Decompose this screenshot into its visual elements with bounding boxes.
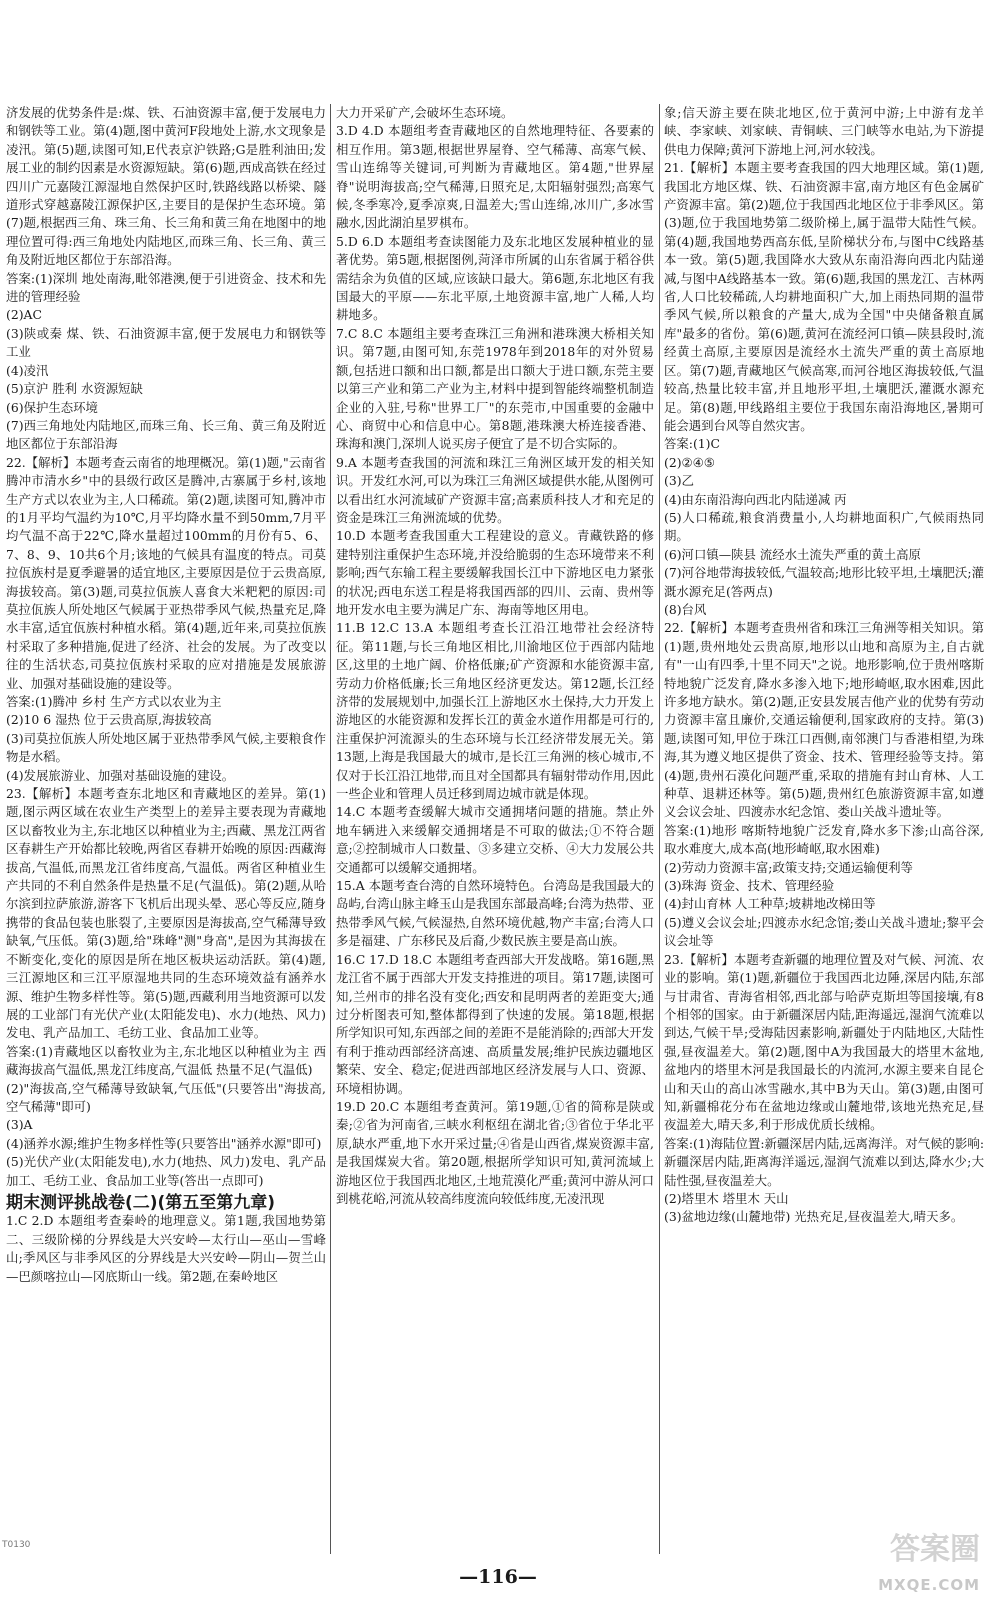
question-analysis: 5.D 6.D 本题组考查读图能力及东北地区发展种植业的显著优势。第5题,根据图例,菏泽市所属的山东省属于稻谷供需结余为负值的区域,应该缺口最大。第6题,东北地区有我国最大的平原——东北平原,土地资源丰富,地广人稀,人均耕地多。 (336, 233, 654, 323)
answer-line: (6)河口镇—陕县 流经水土流失严重的黄土高原 (664, 546, 921, 562)
answer-line: (4)封山育林 人工种草;坡耕地改梯田等 (664, 896, 876, 912)
column-divider (659, 104, 660, 1554)
answer-line: 答案:(1)海陆位置:新疆深居内陆,远离海洋。对气候的影响:新疆深居内陆,距离海洋遥远,湿润气流难以到达,降水少;大陆性强,昼夜温差大。 (664, 1135, 984, 1188)
watermark-url: MXQE.COM (878, 1576, 980, 1594)
column-right (664, 104, 984, 1564)
answer-line: 答案:(1)青藏地区以畜牧业为主,东北地区以种植业为主 西藏海拔高气温低,黑龙江纬度高,气温低 热量不足(气温低) (6, 1043, 326, 1078)
answer-line: (6)保护生态环境 (6, 399, 98, 415)
question-analysis: 7.C 8.C 本题组主要考查珠江三角洲和港珠澳大桥相关知识。第7题,由图可知,东莞1978年到2018年的对外贸易额,包括进口额和出口额,都是出口额大于进口额,东莞主要以第三产业和第二产业为主,材料中提到智能终端整机制造企业的入驻,号称"世界工厂"的东莞市,中国重要的金融中心、商贸中心和信息中心。第8题,港珠澳大桥连接香港、珠海和澳门,深圳人说买房子便宜了是不切合实际的。 (336, 325, 654, 452)
question-analysis: 22.【解析】本题考查贵州省和珠江三角洲等相关知识。第(1)题,贵州地处云贵高原,地形以山地和高原为主,自古就有"一山有四季,十里不同天"之说。地形影响,位于贵州喀斯特地貌广泛发育,降水多渗入地下;地形崎岖,取水困难,因此许多地方缺水。第(2)题,正安县发展吉他产业的优势有劳动力资源丰富且廉价,交通运输便利,国家政府的支持。第(3)题,读图可知,甲位于珠江口西侧,南邻澳门与香港相望,为珠海,其为遵义地区提供了资金、技术、管理经验等支持。第(4)题,贵州石漠化问题严重,采取的措施有封山育林、人工种草、退耕还林等。第(5)题,贵州红色旅游资源丰富,如遵义会议会址、四渡赤水纪念馆、娄山关战斗遗址等。 (664, 620, 984, 820)
answer-line: (8)台风 (664, 601, 707, 617)
question-analysis: 10.D 本题考查我国重大工程建设的意义。青藏铁路的修建特别注重保护生态环境,并没给脆弱的生态环境带来不利影响;西气东输工程主要缓解我国长江中下游地区电力紧张的状况;西电东送工程是将我国西部的四川、云南、贵州等地开发水电主要为满足广东、海南等地区用电。 (336, 528, 654, 617)
question-analysis: 1.C 2.D 本题组考查秦岭的地理意义。第1题,我国地势第二、三级阶梯的分界线是大兴安岭—太行山—巫山—雪峰山;季风区与非季风区的分界线是大兴安岭—阴山—贺兰山—巴颜喀拉山—冈底斯山一线。第2题,在秦岭地区 (6, 1213, 326, 1284)
answer-line: (2)AC (6, 307, 42, 323)
answer-line: 答案:(1)C (664, 436, 720, 452)
column-middle (336, 104, 654, 1564)
question-analysis: 23.【解析】本题考查新疆的地理位置及对气候、河流、农业的影响。第(1)题,新疆位于我国西北边陲,深居内陆,东部与甘肃省、青海省相邻,西北部与哈萨克斯坦等国接壤,有8个相邻的国家。由于新疆深居内陆,距海遥远,湿润气流难以到达,气候干旱;受海陆因素影响,新疆处于内陆地区,大陆性强,昼夜温差大。第(2)题,图中A为我国最大的塔里木盆地,盆地内的塔里木河是我国最长的内流河,水源主要来自昆仑山和天山的高山冰雪融水,其中B为天山。第(3)题,由图可知,新疆棉花分布在盆地边缘或山麓地带,该地光热充足,昼夜温差大,晴天多,利于形成优质长绒棉。 (664, 951, 984, 1133)
answer-line: (4)凌汛 (6, 362, 49, 378)
paragraph: 济发展的优势条件是:煤、铁、石油资源丰富,便于发展电力和钢铁等工业。第(4)题,图中黄河F段地处上游,水文现象是凌汛。第(5)题,读图可知,E代表京沪铁路;G是胜利油田;发展工业的制约因素是水资源短缺。第(6)题,西成高铁在经过四川广元嘉陵江源湿地自然保护区时,铁路线路以桥梁、隧道形式穿越嘉陵江源保护区,主要目的是保护生态环境。第(7)题,根据西三角、珠三角、长三角和黄三角在地图中的地理位置可得:西三角地处内陆地区,而珠三角、长三角、黄三角及附近地区都位于东部沿海。 (6, 105, 326, 268)
paragraph: 象;信天游主要在陕北地区,位于黄河中游;上中游有龙羊峡、李家峡、刘家峡、青铜峡、三门峡等水电站,为下游提供电力保障;黄河下游地上河,河水较浅。 (664, 105, 984, 157)
answer-line: (5)人口稀疏,粮食消费量小,人均耕地面积广,气候雨热同期。 (664, 509, 984, 544)
question-analysis: 21.【解析】本题主要考查我国的四大地理区域。第(1)题,我国北方地区煤、铁、石油资源丰富,南方地区有色金属矿产资源丰富。第(2)题,位于我国西北地区位于非季风区。第(3)题,位于我国地势第二级阶梯上,属于温带大陆性气候。第(4)题,我国地势西高东低,呈阶梯状分布,与图中C线路基本一致。第(5)题,我国降水大致从东南沿海向西北内陆递减,与图中A线路基本一致。第(6)题,我国的黑龙江、吉林两省,人口比较稀疏,人均耕地面积广大,加上雨热同期的温带季风气候,所以粮食的产量大,成为全国"中央储备粮直属库"最多的省份。第(6)题,黄河在流经河口镇—陕县段时,流经黄土高原,主要原因是流经水土流失严重的黄土高原地区。第(7)题,青藏地区气候高寒,而河谷地区海拔较低,气温较高,热量比较丰富,并且地形平坦,土壤肥沃,灌溉水源充足。第(8)题,甲线路组主要位于我国东南沿海地区,暑期可能会遇到台风等自然灾害。 (664, 160, 984, 433)
question-analysis: 23.【解析】本题考查东北地区和青藏地区的差异。第(1)题,图示两区域在农业生产类型上的差异主要表现为青藏地区以畜牧业为主,东北地区以种植业为主;西藏、黑龙江两省区春耕生产开始都比较晚,两省区春耕开始晚的原因:西藏海拔高,气温低,而黑龙江省纬度高,气温低。两省区种植业生产共同的不利自然条件是热量不足(气温低)。第(2)题,从哈尔滨到拉萨旅游,游客下飞机后出现头晕、恶心等反应,随身携带的食品包装也胀裂了,主要原因是海拔高,空气稀薄导致缺氧,气压低。第(3)题,给"珠峰"测"身高",是因为其海拔在不断变化,变化的原因是所在地区板块运动活跃。第(4)题,三江源地区和三江平原湿地共同的生态环境效益有涵养水源、维护生物多样性等。第(5)题,西藏利用当地资源可以发展的工业部门有光伏产业(太阳能发电)、水力(地热、风力)发电、乳产品加工、毛纺工业、食品加工业等。 (6, 786, 326, 1041)
paragraph: 大力开采矿产,会破坏生态环境。 (336, 105, 514, 120)
column-divider (330, 104, 331, 1554)
column-left (6, 104, 326, 1564)
answer-line: (3)盆地边缘(山麓地带) 光热充足,昼夜温差大,晴天多。 (664, 1209, 964, 1225)
answer-line: (4)发展旅游业、加强对基础设施的建设。 (6, 767, 235, 783)
answer-line: (5)遵义会议会址;四渡赤水纪念馆;娄山关战斗遗址;黎平会议会址等 (664, 914, 984, 949)
answer-line: (2)②④⑤ (664, 454, 715, 470)
watermark-logo-icon: 答案圈 (890, 1532, 980, 1567)
question-analysis: 22.【解析】本题考查云南省的地理概况。第(1)题,"云南省腾冲市清水乡"中的县级行政区是腾冲,古寨属于乡村,该地生产方式以农业为主,人口稀疏。第(2)题,读图可知,腾冲市的1月平均气温约为10℃,月平均降水量不到50mm,7月平均气温不高于22℃,降水量超过100mm的月份有5、6、7、8、9、10共6个月;该地的气候具有温度的特点。司莫拉佤族村是夏季避暑的适宜地区,主要原因是位于云贵高原,海拔较高。第(3)题,司莫拉佤族人喜食大米粑粑的原因:司莫拉佤族人所处地区气候属于亚热带季风气候,热量充足,降水丰富,适宜佤族村种植水稻。第(4)题,近年来,司莫拉佤族村采取了多种措施,促进了经济、社会的发展。为了改变以往的生活状态,司莫拉佤族村采取的应对措施是发展旅游业、加强对基础设施的建设等。 (6, 454, 326, 691)
answer-line: (3)司莫拉佤族人所处地区属于亚热带季风气候,主要粮食作物是水稻。 (6, 730, 326, 765)
answer-line: 答案:(1)腾冲 乡村 生产方式以农业为主 (6, 694, 222, 709)
section-title: 期末测评挑战卷(二)(第五至第九章) (6, 1192, 276, 1213)
answer-line: (2)劳动力资源丰富;政策支持;交通运输便利等 (664, 859, 913, 875)
question-analysis: 3.D 4.D 本题组考查青藏地区的自然地理特征、各要素的相互作用。第3题,根据世界屋脊、空气稀薄、高寒气候、雪山连绵等关键词,可判断为青藏地区。第4题,"世界屋脊"说明海拔高;空气稀薄,日照充足,太阳辐射强烈;高寒气候,冬季寒冷,夏季凉爽,日温差大;雪山连绵,冰川广,多冰雪融水,因此湖泊星罗棋布。 (336, 123, 654, 231)
question-analysis: 11.B 12.C 13.A 本题组考查长江沿江地带社会经济特征。第11题,与长三角地区相比,川渝地区位于西部内陆地区,这里的土地广阔、价格低廉;矿产资源和水能资源丰富,劳动力价格低廉;长三角地区经济更发达。第12题,长江经济带的发展规划中,加强长江上游地区水土保持,大力开发上游地区的水能资源和发挥长江的黄金水道作用都是可行的,注重保护河流源头的生态环境与长江经济带发展无关。第13题,上海是我国最大的城市,是长江三角洲的核心城市,不仅对于长江沿江地带,而且对全国都具有辐射带动作用,因此一些企业和管理人员迁移到周边城市就是体现。 (336, 620, 654, 802)
question-analysis: 9.A 本题考查我国的河流和珠江三角洲区域开发的相关知识。开发红水河,可以为珠江三角洲区域提供水能,从图例可以看出红水河流域矿产资源丰富;高素质科技人才和充足的资金是珠江三角洲流域的优势。 (336, 454, 654, 525)
watermark-logo (830, 1524, 980, 1594)
answer-line: (2)塔里木 塔里木 天山 (664, 1190, 789, 1206)
answer-line: (7)河谷地带海拔较低,气温较高;地形比较平坦,土壤肥沃;灌溉水源充足(答两点) (664, 565, 984, 599)
answer-line: 答案:(1)深圳 地处南海,毗邻港澳,便于引进资金、技术和先进的管理经验 (6, 270, 326, 305)
answer-line: (3)珠海 资金、技术、管理经验 (664, 878, 835, 894)
answer-line: (3)陕或秦 煤、铁、石油资源丰富,便于发展电力和钢铁等工业 (6, 325, 326, 360)
answer-line: (5)京沪 胜利 水资源短缺 (6, 381, 143, 397)
answer-line: (5)光伏产业(太阳能发电),水力(地热、风力)发电、乳产品加工、毛纺工业、食品加工业等(答出一点即可) (6, 1154, 326, 1188)
question-analysis: 16.C 17.D 18.C 本题组考查西部大开发战略。第16题,黑龙江省不属于西部大开发支持推进的项目。第17题,读图可知,兰州市的排名没有变化;西安和昆明两者的差距变大;通过分析图表可知,整体都得到了快速的发展。第18题,根据所学知识可知,东西部之间的差距不是能消除的;西部大开发有利于推动西部经济高速、高质量发展;维护民族边疆地区繁荣、安全、稳定;促进西部地区经济发展与人口、资源、环境相协调。 (336, 951, 654, 1096)
answer-line: (2)10 6 湿热 位于云贵高原,海拔较高 (6, 712, 212, 728)
answer-line: (2)"海拔高,空气稀薄导致缺氧,气压低"(只要答出"海拔高,空气稀薄"即可) (6, 1080, 326, 1114)
question-analysis: 15.A 本题考查台湾的自然环境特色。台湾岛是我国最大的岛屿,台湾山脉主峰玉山是我国东部最高峰;台湾为热带、亚热带季风气候,气候湿热,自然环境优越,物产丰富;台湾人口多是福建、广东移民及后裔,少数民族主要是高山族。 (336, 878, 654, 949)
answer-line: (3)乙 (664, 473, 694, 489)
answer-line: (7)西三角地处内陆地区,而珠三角、长三角、黄三角及附近地区都位于东部沿海 (6, 417, 326, 452)
margin-code: T0130 (2, 1540, 31, 1550)
answer-line: (3)A (6, 1117, 33, 1133)
page-number: —116— (459, 1566, 537, 1588)
answer-line: (4)由东南沿海向西北内陆递减 丙 (664, 491, 847, 507)
answer-line: (4)涵养水源;维护生物多样性等(只要答出"涵养水源"即可) (6, 1135, 322, 1151)
question-analysis: 19.D 20.C 本题组考查黄河。第19题,①省的简称是陕或秦;②省为河南省,三峡水利枢纽在湖北省;③省位于华北平原,缺水严重,地下水开采过量;④省是山西省,煤炭资源丰富,是我国煤炭大省。第20题,根据所学知识可知,黄河流域上游地区位于我国西北地区,土地荒漠化严重;黄河中游从河口到桃花峪,河流从较高纬度流向较低纬度,无凌汛现 (336, 1098, 654, 1206)
question-analysis: 14.C 本题考查缓解大城市交通拥堵问题的措施。禁止外地车辆进入来缓解交通拥堵是不可取的做法;①不符合题意;②控制城市人口数量、③多建立交桥、④大力发展公共交通都可以缓解交通拥堵。 (336, 804, 654, 875)
answer-line: 答案:(1)地形 喀斯特地貌广泛发育,降水多下渗;山高谷深,取水难度大,成本高(地形崎岖,取水困难) (664, 822, 984, 857)
